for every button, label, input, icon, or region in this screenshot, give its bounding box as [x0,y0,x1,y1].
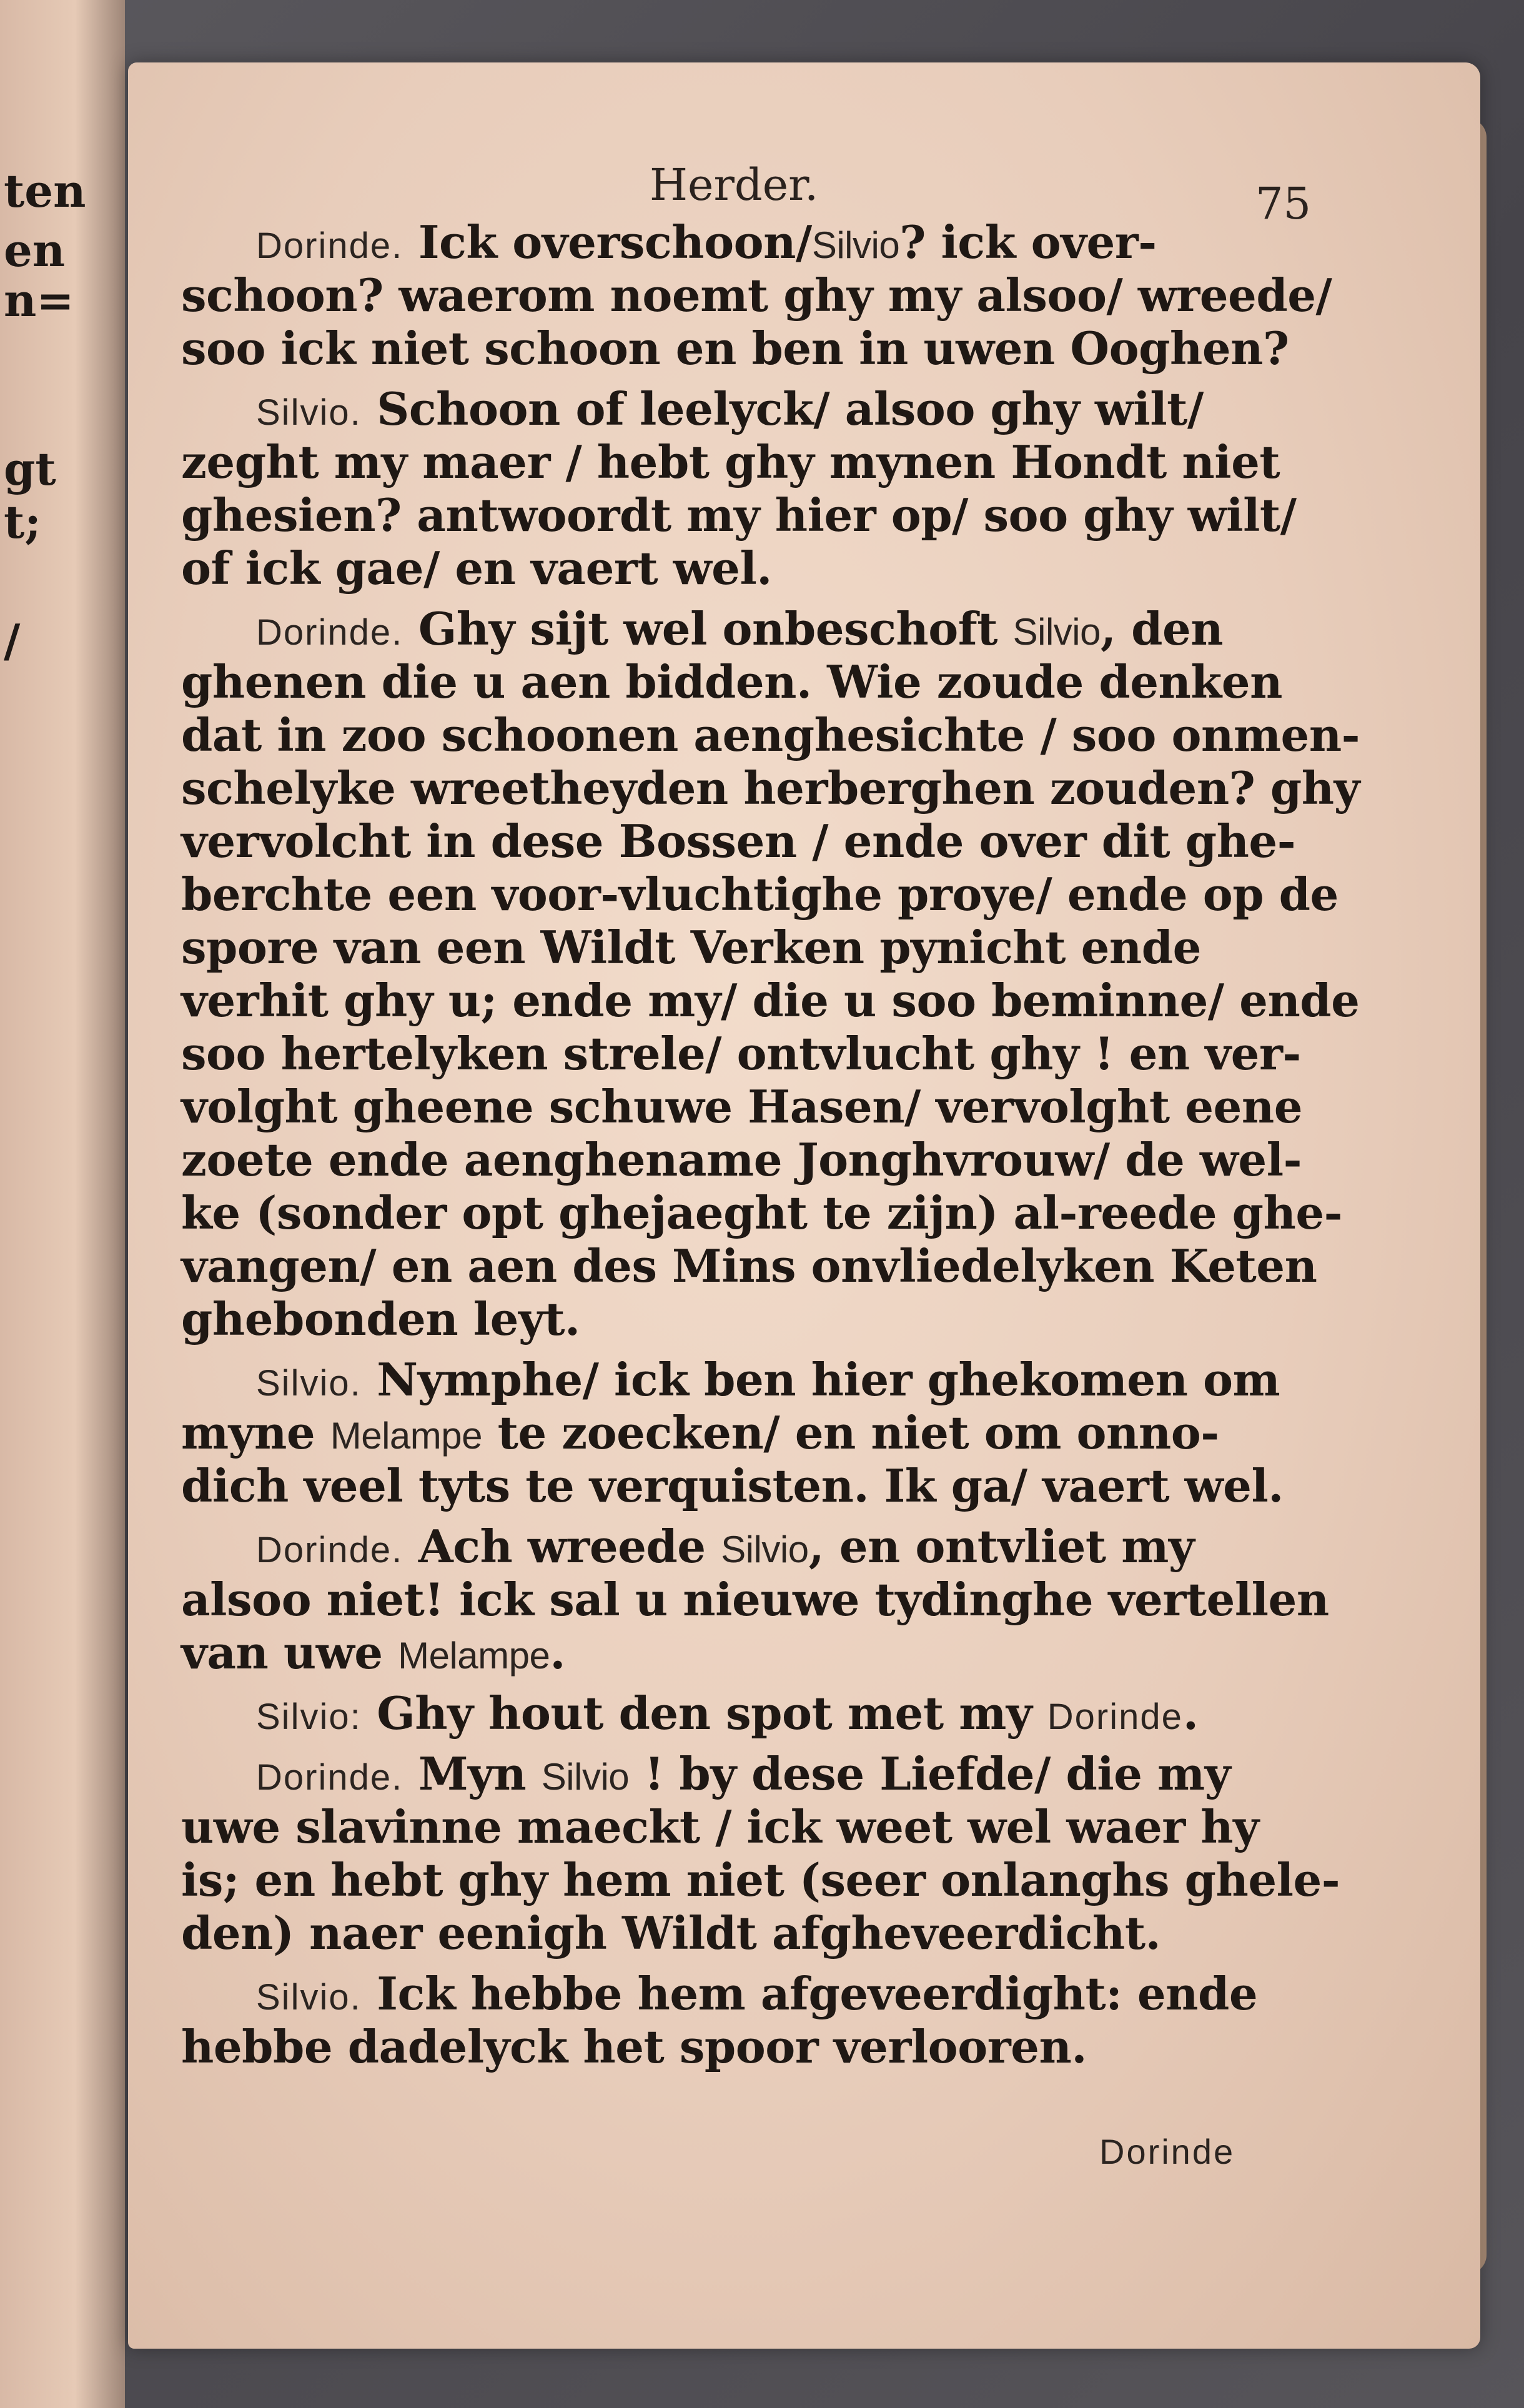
speaker-name: Dorinde. [256,225,403,266]
text-segment: Schoon of leelyck/ alsoo ghy wilt/ [377,382,1204,435]
text-segment: myne [181,1406,330,1459]
text-segment: Ghy sijt wel onbeschoft [418,602,1013,655]
text-line [181,708,1360,761]
text-segment: dich veel tyts te verquisten. Ik ga/ vaert wel. [181,1459,1284,1512]
text-line [181,2020,1318,2073]
text-line [181,1520,1318,1573]
text-line [181,1292,1318,1345]
text-line [181,1027,1318,1080]
text-line [181,761,1360,815]
left-page-fragment: n= [4,274,74,327]
text-line [181,1853,1340,1906]
text-line [181,1800,1318,1853]
text-segment: vervolcht in dese Bossen / ende over dit ghe- [181,815,1296,868]
paragraph [181,602,1360,1345]
body-text [181,216,1360,2081]
text-segment: is; en hebt ghy hem niet (seer onlanghs ghele- [181,1853,1340,1906]
text-segment: schoon? waerom noemt ghy my alsoo/ wreede/ [181,269,1332,322]
text-line [181,1906,1318,1960]
left-page-fragment: t; [4,495,41,548]
text-segment: . [550,1626,565,1679]
text-segment: Ick overschoon/ [418,216,812,269]
proper-name: Melampe [398,1635,550,1677]
text-segment: Ick hebbe hem afgeveerdight: ende [377,1967,1258,2020]
text-segment: dat in zoo schoonen aenghesichte / soo onmen- [181,708,1360,761]
page-number: 75 [1255,178,1312,229]
text-segment: ghesien? antwoordt my hier op/ soo ghy wilt/ [181,488,1297,542]
text-segment: van uwe [181,1626,398,1679]
text-segment: zeght my maer / hebt ghy mynen Hondt niet [181,435,1280,488]
text-line [181,435,1318,488]
text-line [181,1133,1318,1186]
paragraph [181,216,1332,375]
text-line [181,488,1318,542]
text-line [181,322,1318,375]
text-segment: schelyke wreetheyden herberghen zouden? ghy [181,761,1360,815]
text-line [181,868,1338,921]
paragraph [181,1747,1340,1960]
text-segment: Ghy hout den spot met my [377,1687,1047,1740]
text-segment: berchte een voor-vluchtighe proye/ ende op de [181,868,1338,921]
text-segment: spore van een Wildt Verken pynicht ende [181,921,1201,974]
text-segment: soo hertelyken strele/ ontvlucht ghy ! en ver- [181,1027,1301,1080]
left-page-fragment: gt [4,442,56,495]
text-line [181,815,1318,868]
text-line [181,382,1318,435]
speaker-name: Silvio. [256,1363,362,1404]
text-line [181,1353,1318,1406]
text-segment: zoete ende aenghename Jonghvrouw/ de wel- [181,1133,1302,1186]
text-segment: ke (sonder opt ghejaeght te zijn) al-reede ghe- [181,1186,1343,1239]
text-line [181,1239,1318,1292]
proper-name: Melampe [330,1415,483,1457]
speaker-name: Dorinde. [256,1757,403,1798]
text-segment: Myn [418,1747,542,1800]
text-segment: of ick gae/ en vaert wel. [181,542,772,595]
text-line [181,542,1318,595]
catchword: Dorinde [1099,2132,1235,2171]
speaker-name: Silvio. [256,392,362,433]
text-line [181,1406,1318,1459]
text-line [181,1747,1318,1800]
text-line [181,1626,1318,1679]
text-segment: te zoecken/ en niet om onno- [482,1406,1219,1459]
paragraph [181,1520,1329,1679]
text-line [181,602,1318,655]
proper-name: Silvio [811,224,900,266]
paragraph [181,1687,1318,1740]
text-line [181,1186,1343,1239]
text-segment: Nymphe/ ick ben hier ghekomen om [377,1353,1280,1406]
text-segment: vangen/ en aen des Mins onvliedelyken Keten [181,1239,1317,1292]
text-segment: hebbe dadelyck het spoor verlooren. [181,2020,1087,2073]
text-line [181,269,1332,322]
text-segment: alsoo niet! ick sal u nieuwe tydinghe vertellen [181,1573,1329,1626]
speaker-name: Dorinde. [256,1530,403,1570]
proper-name: Silvio [721,1529,809,1570]
text-segment: soo ick niet schoon en ben in uwen Ooghen? [181,322,1289,375]
text-segment: ? ick over- [899,216,1157,269]
text-segment: uwe slavinne maeckt / ick weet wel waer hy [181,1800,1259,1853]
text-line [181,1459,1318,1512]
text-line [181,1967,1318,2020]
text-segment: Ach wreede [418,1520,721,1573]
text-segment: ghebonden leyt. [181,1292,580,1345]
text-segment: volght gheene schuwe Hasen/ vervolght eene [181,1080,1302,1133]
text-line [181,1080,1318,1133]
text-line [181,216,1318,269]
proper-name: Silvio [1012,611,1101,653]
left-page-fragment: / [4,614,21,667]
text-line [181,1687,1318,1740]
text-segment: verhit ghy u; ende my/ die u soo beminne/ ende [181,974,1360,1027]
text-line [181,1573,1329,1626]
speaker-name: Dorinde [1047,1697,1183,1737]
speaker-name: Dorinde. [256,612,403,653]
text-segment: , den [1100,602,1224,655]
speaker-name: Silvio: [256,1697,362,1737]
running-head: Herder. [650,159,819,211]
paragraph [181,1353,1318,1512]
paragraph [181,382,1318,595]
text-line [181,974,1360,1027]
text-line [181,921,1318,974]
left-page-fragment: ten [4,164,86,217]
text-line [181,655,1318,708]
text-segment: den) naer eenigh Wildt afgheveerdicht. [181,1906,1161,1960]
text-segment: , en ontvliet my [808,1520,1195,1573]
left-page-edge [0,0,125,2408]
text-segment: . [1182,1687,1199,1740]
speaker-name: Silvio. [256,1977,362,2018]
text-segment: ! by dese Liefde/ die my [629,1747,1231,1800]
paragraph [181,1967,1318,2073]
proper-name: Silvio [541,1756,630,1798]
left-page-fragment: en [4,224,66,277]
text-segment: ghenen die u aen bidden. Wie zoude denken [181,655,1282,708]
